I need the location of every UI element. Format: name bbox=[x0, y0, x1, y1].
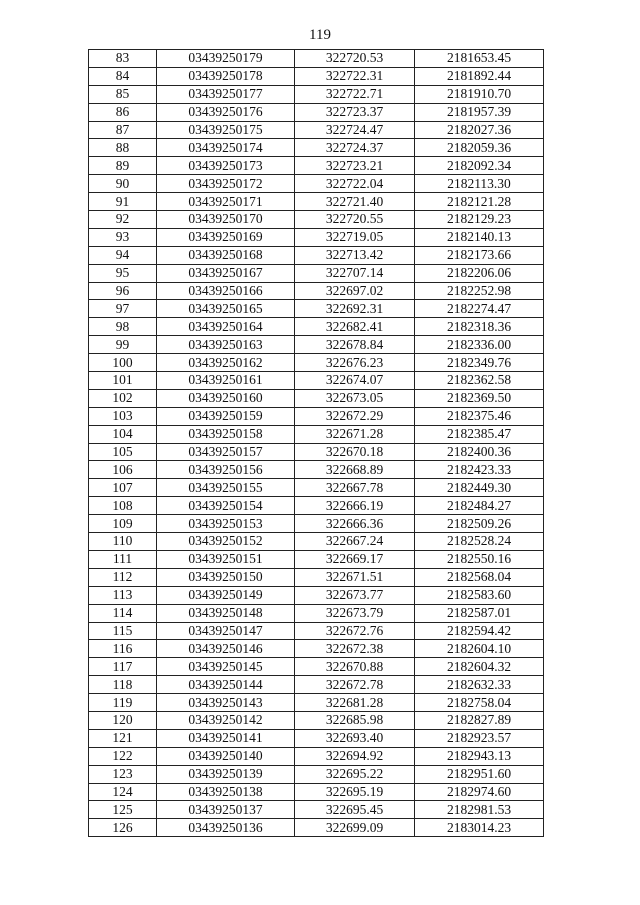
y-coordinate-cell: 2182528.24 bbox=[415, 533, 544, 551]
point-id-cell: 03439250146 bbox=[157, 640, 295, 658]
table-row bbox=[89, 157, 544, 175]
x-coordinate-cell: 322693.40 bbox=[295, 729, 415, 747]
point-id-cell: 03439250167 bbox=[157, 264, 295, 282]
row-number-cell: 117 bbox=[89, 658, 157, 676]
y-coordinate-cell: 2182059.36 bbox=[415, 139, 544, 157]
point-id-cell: 03439250163 bbox=[157, 336, 295, 354]
point-id-cell: 03439250139 bbox=[157, 765, 295, 783]
row-number-cell: 98 bbox=[89, 318, 157, 336]
table-row bbox=[89, 765, 544, 783]
point-id-cell: 03439250155 bbox=[157, 479, 295, 497]
point-id-cell: 03439250179 bbox=[157, 50, 295, 68]
x-coordinate-cell: 322694.92 bbox=[295, 747, 415, 765]
x-coordinate-cell: 322669.17 bbox=[295, 550, 415, 568]
y-coordinate-cell: 2182550.16 bbox=[415, 550, 544, 568]
table-row bbox=[89, 67, 544, 85]
coordinates-table bbox=[88, 49, 544, 837]
table-row bbox=[89, 407, 544, 425]
y-coordinate-cell: 2182449.30 bbox=[415, 479, 544, 497]
table-row bbox=[89, 139, 544, 157]
point-id-cell: 03439250169 bbox=[157, 228, 295, 246]
y-coordinate-cell: 2181892.44 bbox=[415, 67, 544, 85]
row-number-cell: 96 bbox=[89, 282, 157, 300]
x-coordinate-cell: 322682.41 bbox=[295, 318, 415, 336]
row-number-cell: 84 bbox=[89, 67, 157, 85]
y-coordinate-cell: 2182336.00 bbox=[415, 336, 544, 354]
point-id-cell: 03439250164 bbox=[157, 318, 295, 336]
table-row bbox=[89, 515, 544, 533]
x-coordinate-cell: 322695.19 bbox=[295, 783, 415, 801]
y-coordinate-cell: 2182923.57 bbox=[415, 729, 544, 747]
y-coordinate-cell: 2182385.47 bbox=[415, 425, 544, 443]
row-number-cell: 102 bbox=[89, 389, 157, 407]
point-id-cell: 03439250166 bbox=[157, 282, 295, 300]
y-coordinate-cell: 2182140.13 bbox=[415, 228, 544, 246]
y-coordinate-cell: 2182274.47 bbox=[415, 300, 544, 318]
point-id-cell: 03439250140 bbox=[157, 747, 295, 765]
x-coordinate-cell: 322670.88 bbox=[295, 658, 415, 676]
row-number-cell: 94 bbox=[89, 246, 157, 264]
x-coordinate-cell: 322667.24 bbox=[295, 533, 415, 551]
y-coordinate-cell: 2181653.45 bbox=[415, 50, 544, 68]
point-id-cell: 03439250150 bbox=[157, 568, 295, 586]
x-coordinate-cell: 322685.98 bbox=[295, 711, 415, 729]
row-number-cell: 89 bbox=[89, 157, 157, 175]
x-coordinate-cell: 322673.79 bbox=[295, 604, 415, 622]
y-coordinate-cell: 2182509.26 bbox=[415, 515, 544, 533]
x-coordinate-cell: 322699.09 bbox=[295, 819, 415, 837]
x-coordinate-cell: 322672.29 bbox=[295, 407, 415, 425]
row-number-cell: 105 bbox=[89, 443, 157, 461]
table-row bbox=[89, 729, 544, 747]
table-row bbox=[89, 622, 544, 640]
row-number-cell: 95 bbox=[89, 264, 157, 282]
x-coordinate-cell: 322666.36 bbox=[295, 515, 415, 533]
table-row bbox=[89, 300, 544, 318]
x-coordinate-cell: 322695.22 bbox=[295, 765, 415, 783]
x-coordinate-cell: 322719.05 bbox=[295, 228, 415, 246]
row-number-cell: 123 bbox=[89, 765, 157, 783]
point-id-cell: 03439250148 bbox=[157, 604, 295, 622]
y-coordinate-cell: 2182568.04 bbox=[415, 568, 544, 586]
y-coordinate-cell: 2183014.23 bbox=[415, 819, 544, 837]
table-row bbox=[89, 228, 544, 246]
y-coordinate-cell: 2182604.32 bbox=[415, 658, 544, 676]
row-number-cell: 90 bbox=[89, 175, 157, 193]
x-coordinate-cell: 322695.45 bbox=[295, 801, 415, 819]
table-row bbox=[89, 497, 544, 515]
table-row bbox=[89, 50, 544, 68]
point-id-cell: 03439250176 bbox=[157, 103, 295, 121]
table-row bbox=[89, 640, 544, 658]
point-id-cell: 03439250143 bbox=[157, 694, 295, 712]
point-id-cell: 03439250153 bbox=[157, 515, 295, 533]
y-coordinate-cell: 2182318.36 bbox=[415, 318, 544, 336]
point-id-cell: 03439250175 bbox=[157, 121, 295, 139]
point-id-cell: 03439250170 bbox=[157, 211, 295, 229]
point-id-cell: 03439250178 bbox=[157, 67, 295, 85]
row-number-cell: 119 bbox=[89, 694, 157, 712]
point-id-cell: 03439250149 bbox=[157, 586, 295, 604]
table-row bbox=[89, 193, 544, 211]
row-number-cell: 124 bbox=[89, 783, 157, 801]
point-id-cell: 03439250177 bbox=[157, 85, 295, 103]
table-row bbox=[89, 550, 544, 568]
row-number-cell: 116 bbox=[89, 640, 157, 658]
x-coordinate-cell: 322671.28 bbox=[295, 425, 415, 443]
point-id-cell: 03439250173 bbox=[157, 157, 295, 175]
row-number-cell: 85 bbox=[89, 85, 157, 103]
page-number: 119 bbox=[309, 27, 331, 43]
table-row bbox=[89, 783, 544, 801]
row-number-cell: 115 bbox=[89, 622, 157, 640]
row-number-cell: 91 bbox=[89, 193, 157, 211]
y-coordinate-cell: 2181957.39 bbox=[415, 103, 544, 121]
table-row bbox=[89, 85, 544, 103]
y-coordinate-cell: 2182827.89 bbox=[415, 711, 544, 729]
row-number-cell: 103 bbox=[89, 407, 157, 425]
row-number-cell: 100 bbox=[89, 354, 157, 372]
x-coordinate-cell: 322670.18 bbox=[295, 443, 415, 461]
y-coordinate-cell: 2182400.36 bbox=[415, 443, 544, 461]
table-row bbox=[89, 479, 544, 497]
x-coordinate-cell: 322722.31 bbox=[295, 67, 415, 85]
y-coordinate-cell: 2182349.76 bbox=[415, 354, 544, 372]
y-coordinate-cell: 2182758.04 bbox=[415, 694, 544, 712]
row-number-cell: 83 bbox=[89, 50, 157, 68]
point-id-cell: 03439250161 bbox=[157, 372, 295, 390]
row-number-cell: 118 bbox=[89, 676, 157, 694]
row-number-cell: 106 bbox=[89, 461, 157, 479]
table-row bbox=[89, 461, 544, 479]
row-number-cell: 111 bbox=[89, 550, 157, 568]
point-id-cell: 03439250157 bbox=[157, 443, 295, 461]
point-id-cell: 03439250160 bbox=[157, 389, 295, 407]
x-coordinate-cell: 322668.89 bbox=[295, 461, 415, 479]
point-id-cell: 03439250144 bbox=[157, 676, 295, 694]
x-coordinate-cell: 322674.07 bbox=[295, 372, 415, 390]
table-row bbox=[89, 711, 544, 729]
row-number-cell: 92 bbox=[89, 211, 157, 229]
row-number-cell: 93 bbox=[89, 228, 157, 246]
point-id-cell: 03439250165 bbox=[157, 300, 295, 318]
y-coordinate-cell: 2182206.06 bbox=[415, 264, 544, 282]
point-id-cell: 03439250159 bbox=[157, 407, 295, 425]
y-coordinate-cell: 2182583.60 bbox=[415, 586, 544, 604]
x-coordinate-cell: 322722.04 bbox=[295, 175, 415, 193]
y-coordinate-cell: 2182484.27 bbox=[415, 497, 544, 515]
y-coordinate-cell: 2182173.66 bbox=[415, 246, 544, 264]
table-row bbox=[89, 175, 544, 193]
x-coordinate-cell: 322723.21 bbox=[295, 157, 415, 175]
table-row bbox=[89, 586, 544, 604]
table-row bbox=[89, 425, 544, 443]
row-number-cell: 110 bbox=[89, 533, 157, 551]
y-coordinate-cell: 2182027.36 bbox=[415, 121, 544, 139]
y-coordinate-cell: 2182129.23 bbox=[415, 211, 544, 229]
row-number-cell: 107 bbox=[89, 479, 157, 497]
x-coordinate-cell: 322676.23 bbox=[295, 354, 415, 372]
row-number-cell: 108 bbox=[89, 497, 157, 515]
y-coordinate-cell: 2182113.30 bbox=[415, 175, 544, 193]
x-coordinate-cell: 322713.42 bbox=[295, 246, 415, 264]
table-row bbox=[89, 533, 544, 551]
point-id-cell: 03439250138 bbox=[157, 783, 295, 801]
point-id-cell: 03439250168 bbox=[157, 246, 295, 264]
point-id-cell: 03439250162 bbox=[157, 354, 295, 372]
row-number-cell: 112 bbox=[89, 568, 157, 586]
y-coordinate-cell: 2182375.46 bbox=[415, 407, 544, 425]
x-coordinate-cell: 322681.28 bbox=[295, 694, 415, 712]
table-row bbox=[89, 121, 544, 139]
x-coordinate-cell: 322673.05 bbox=[295, 389, 415, 407]
y-coordinate-cell: 2182121.28 bbox=[415, 193, 544, 211]
y-coordinate-cell: 2182362.58 bbox=[415, 372, 544, 390]
x-coordinate-cell: 322723.37 bbox=[295, 103, 415, 121]
x-coordinate-cell: 322692.31 bbox=[295, 300, 415, 318]
x-coordinate-cell: 322707.14 bbox=[295, 264, 415, 282]
table-row bbox=[89, 318, 544, 336]
point-id-cell: 03439250147 bbox=[157, 622, 295, 640]
point-id-cell: 03439250172 bbox=[157, 175, 295, 193]
y-coordinate-cell: 2182587.01 bbox=[415, 604, 544, 622]
y-coordinate-cell: 2182369.50 bbox=[415, 389, 544, 407]
point-id-cell: 03439250136 bbox=[157, 819, 295, 837]
x-coordinate-cell: 322720.53 bbox=[295, 50, 415, 68]
x-coordinate-cell: 322667.78 bbox=[295, 479, 415, 497]
table-row bbox=[89, 443, 544, 461]
row-number-cell: 88 bbox=[89, 139, 157, 157]
table-row bbox=[89, 747, 544, 765]
x-coordinate-cell: 322697.02 bbox=[295, 282, 415, 300]
y-coordinate-cell: 2182974.60 bbox=[415, 783, 544, 801]
coordinates-table-body bbox=[89, 50, 544, 837]
y-coordinate-cell: 2182423.33 bbox=[415, 461, 544, 479]
point-id-cell: 03439250142 bbox=[157, 711, 295, 729]
point-id-cell: 03439250141 bbox=[157, 729, 295, 747]
x-coordinate-cell: 322722.71 bbox=[295, 85, 415, 103]
table-row bbox=[89, 658, 544, 676]
table-row bbox=[89, 819, 544, 837]
y-coordinate-cell: 2182252.98 bbox=[415, 282, 544, 300]
row-number-cell: 104 bbox=[89, 425, 157, 443]
row-number-cell: 99 bbox=[89, 336, 157, 354]
table-row bbox=[89, 694, 544, 712]
x-coordinate-cell: 322678.84 bbox=[295, 336, 415, 354]
y-coordinate-cell: 2182594.42 bbox=[415, 622, 544, 640]
table-row bbox=[89, 103, 544, 121]
row-number-cell: 101 bbox=[89, 372, 157, 390]
point-id-cell: 03439250154 bbox=[157, 497, 295, 515]
row-number-cell: 121 bbox=[89, 729, 157, 747]
row-number-cell: 125 bbox=[89, 801, 157, 819]
y-coordinate-cell: 2182604.10 bbox=[415, 640, 544, 658]
x-coordinate-cell: 322666.19 bbox=[295, 497, 415, 515]
y-coordinate-cell: 2182943.13 bbox=[415, 747, 544, 765]
row-number-cell: 87 bbox=[89, 121, 157, 139]
table-row bbox=[89, 354, 544, 372]
table-row bbox=[89, 801, 544, 819]
x-coordinate-cell: 322720.55 bbox=[295, 211, 415, 229]
row-number-cell: 113 bbox=[89, 586, 157, 604]
y-coordinate-cell: 2182981.53 bbox=[415, 801, 544, 819]
x-coordinate-cell: 322724.37 bbox=[295, 139, 415, 157]
point-id-cell: 03439250145 bbox=[157, 658, 295, 676]
row-number-cell: 120 bbox=[89, 711, 157, 729]
row-number-cell: 126 bbox=[89, 819, 157, 837]
table-row bbox=[89, 282, 544, 300]
row-number-cell: 109 bbox=[89, 515, 157, 533]
y-coordinate-cell: 2182092.34 bbox=[415, 157, 544, 175]
row-number-cell: 86 bbox=[89, 103, 157, 121]
point-id-cell: 03439250171 bbox=[157, 193, 295, 211]
point-id-cell: 03439250137 bbox=[157, 801, 295, 819]
y-coordinate-cell: 2181910.70 bbox=[415, 85, 544, 103]
table-row bbox=[89, 336, 544, 354]
y-coordinate-cell: 2182632.33 bbox=[415, 676, 544, 694]
y-coordinate-cell: 2182951.60 bbox=[415, 765, 544, 783]
table-row bbox=[89, 246, 544, 264]
point-id-cell: 03439250156 bbox=[157, 461, 295, 479]
row-number-cell: 97 bbox=[89, 300, 157, 318]
point-id-cell: 03439250174 bbox=[157, 139, 295, 157]
table-row bbox=[89, 264, 544, 282]
table-row bbox=[89, 604, 544, 622]
table-row bbox=[89, 568, 544, 586]
table-row bbox=[89, 211, 544, 229]
table-row bbox=[89, 676, 544, 694]
row-number-cell: 122 bbox=[89, 747, 157, 765]
x-coordinate-cell: 322672.76 bbox=[295, 622, 415, 640]
point-id-cell: 03439250152 bbox=[157, 533, 295, 551]
x-coordinate-cell: 322672.78 bbox=[295, 676, 415, 694]
point-id-cell: 03439250158 bbox=[157, 425, 295, 443]
table-row bbox=[89, 389, 544, 407]
x-coordinate-cell: 322721.40 bbox=[295, 193, 415, 211]
point-id-cell: 03439250151 bbox=[157, 550, 295, 568]
x-coordinate-cell: 322724.47 bbox=[295, 121, 415, 139]
row-number-cell: 114 bbox=[89, 604, 157, 622]
x-coordinate-cell: 322673.77 bbox=[295, 586, 415, 604]
table-row bbox=[89, 372, 544, 390]
x-coordinate-cell: 322672.38 bbox=[295, 640, 415, 658]
x-coordinate-cell: 322671.51 bbox=[295, 568, 415, 586]
